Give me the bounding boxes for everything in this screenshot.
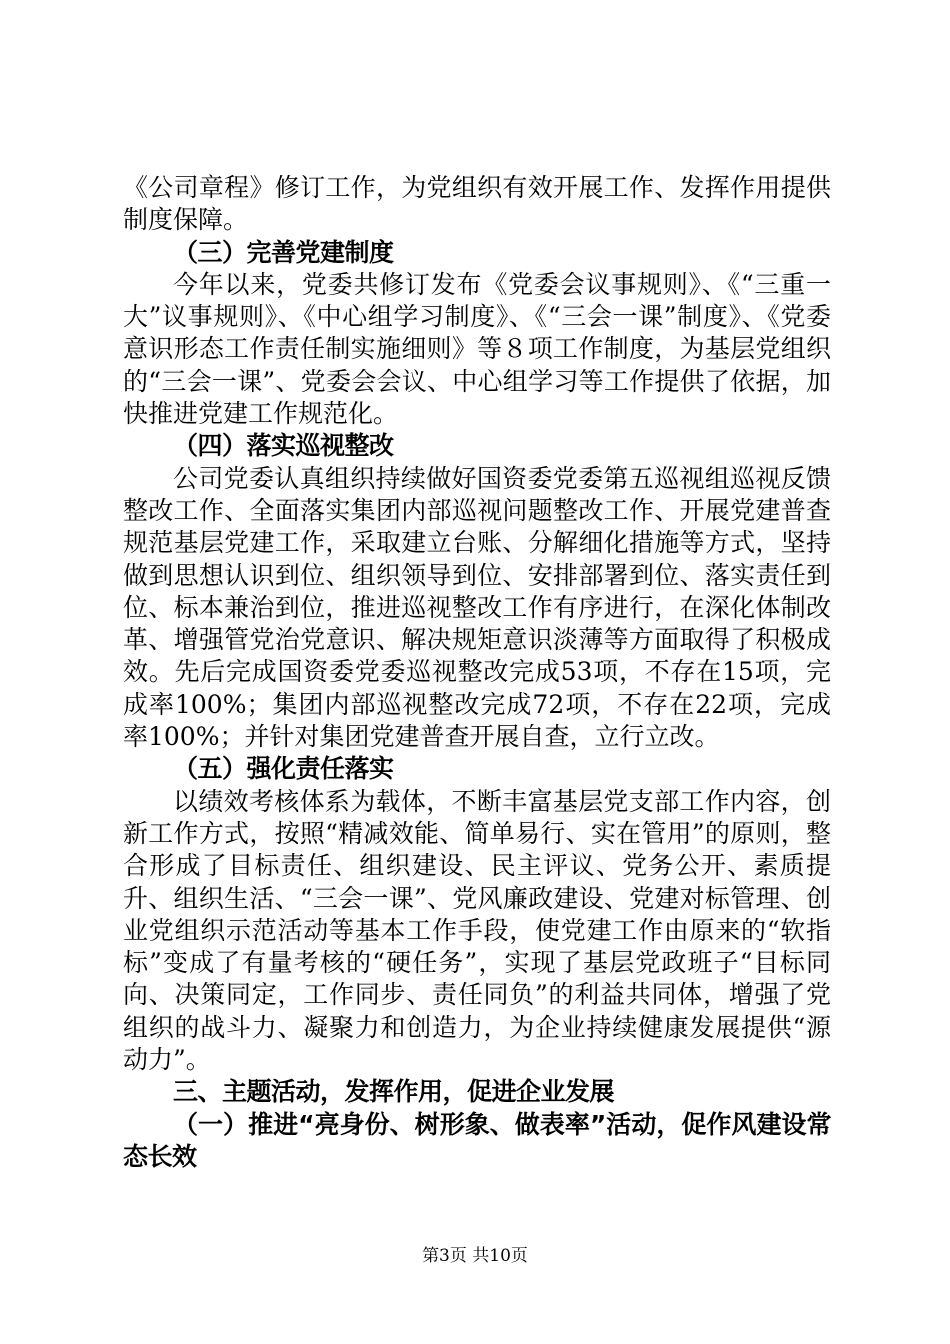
document-body: [123, 172, 831, 1173]
section-heading-3: 三、主题活动，发挥作用，促进企业发展: [173, 1077, 615, 1107]
total-pages: 共10页: [472, 1246, 528, 1266]
subheading-1: （一）推进“亮身份、树形象、做表率”活动，促作风建设常态长效: [123, 1109, 831, 1171]
paragraph-responsibility: 以绩效考核体系为载体，不断丰富基层党支部工作内容，创新工作方式，按照“精减效能、简单易行、实在管用”的原则，整合形成了目标责任、组织建设、民主评议、党务公开、素质提升、组织生活、“三会一课”、党风廉政建设、党建对标管理、创业党组织示范活动等基本工作手段，使党建工作由原来的“软指标”变成了有量考核的“硬任务”，实现了基层党政班子“目标同向、决策同定，工作同步、责任同负”的利益共同体，增强了党组织的战斗力、凝聚力和创造力，为企业持续健康发展提供“源动力”。: [123, 786, 831, 1075]
subheading-5: （五）强化责任落实: [173, 754, 394, 784]
page-number: 第3页: [422, 1246, 467, 1266]
page-footer: [0, 1241, 950, 1266]
paragraph-party-rules: 今年以来，党委共修订发布《党委会议事规则》、《“三重一大”议事规则》、《中心组学习制度》、《“三会一课”制度》、《党委意识形态工作责任制实施细则》等８项工作制度，为基层党组织的“三会一课”、党委会会议、中心组学习等工作提供了依据，加快推进党建工作规范化。: [123, 269, 831, 429]
subheading-4: （四）落实巡视整改: [173, 431, 394, 461]
paragraph-inspection: 公司党委认真组织持续做好国资委党委第五巡视组巡视反馈整改工作、全面落实集团内部巡视问题整改工作、开展党建普查规范基层党建工作，采取建立台账、分解细化措施等方式，坚持做到思想认识到位、组织领导到位、安排部署到位、落实责任到位、标本兼治到位，推进巡视整改工作有序进行，在深化体制改革、增强管党治党意识、解决规矩意识淡薄等方面取得了积极成效。先后完成国资委党委巡视整改完成53项，不存在15项，完成率100%；集团内部巡视整改完成72项，不存在22项，完成率100%；并针对集团党建普查开展自查，立行立改。: [123, 463, 831, 752]
subheading-3: （三）完善党建制度: [173, 237, 394, 267]
paragraph-continued: 《公司章程》修订工作，为党组织有效开展工作、发挥作用提供制度保障。: [123, 173, 831, 235]
